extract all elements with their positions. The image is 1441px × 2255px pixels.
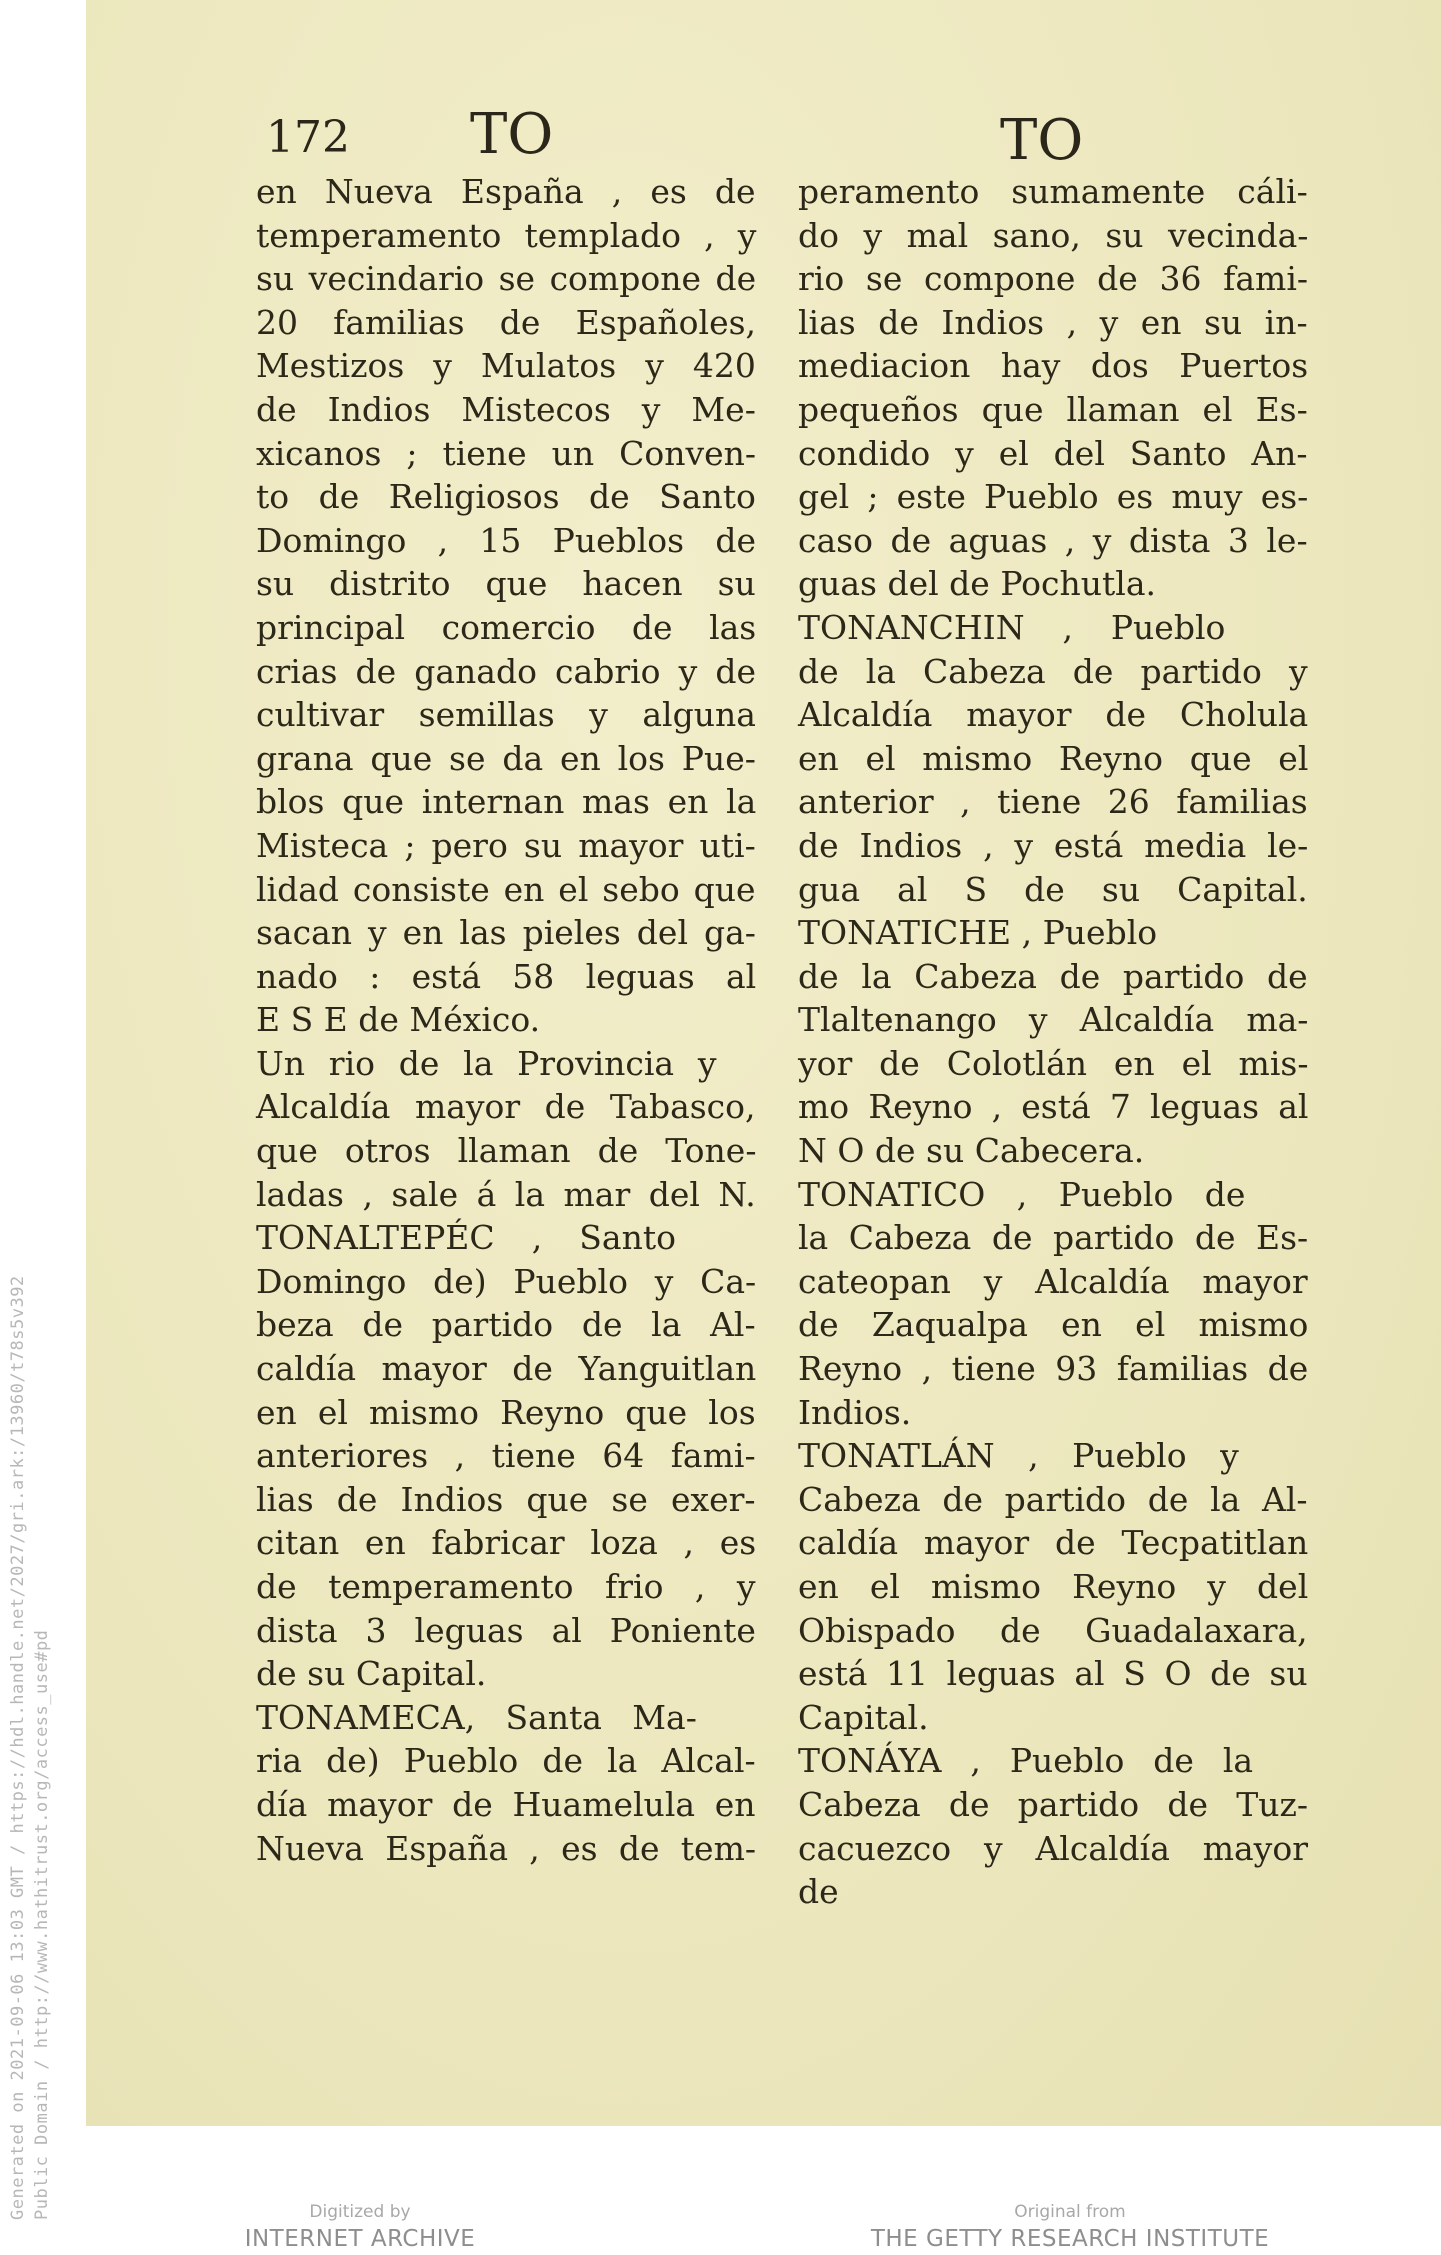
text-line: Cabeza de partido de Tuz- <box>798 1784 1309 1824</box>
text-line: pequeños que llaman el Es- <box>798 389 1308 429</box>
left-text-column <box>256 170 756 1870</box>
getty-institute-label: THE GETTY RESEARCH INSTITUTE <box>870 2226 1270 2252</box>
text-line: beza de partido de la Al- <box>256 1305 756 1345</box>
text-line: dista 3 leguas al Poniente <box>256 1610 756 1650</box>
text-line: N O de su Cabecera. <box>798 1131 1145 1171</box>
text-line: Nueva España , es de tem- <box>256 1828 757 1868</box>
text-line: en Nueva España , es de <box>256 172 756 211</box>
text-line: en el mismo Reyno que el <box>798 738 1309 778</box>
digitized-by-credit <box>230 2200 490 2254</box>
text-line: Mestizos y Mulatos y 420 <box>256 346 756 386</box>
text-line: nado : está 58 leguas al <box>256 956 757 996</box>
text-line: en el mismo Reyno y del <box>798 1567 1309 1606</box>
text-line: Domingo , 15 Pueblos de <box>256 520 756 560</box>
text-line: ladas , sale á la mar del N. <box>256 1174 756 1214</box>
text-line: de su Capital. <box>256 1654 487 1694</box>
text-line: TONAMECA, Santa Ma- <box>256 1697 697 1737</box>
text-line: anteriores , tiene 64 fami- <box>256 1436 756 1476</box>
text-line: yor de Colotlán en el mis- <box>798 1043 1309 1083</box>
text-line: Misteca ; pero su mayor uti- <box>256 825 756 865</box>
text-line: de Indios Mistecos y Me- <box>256 389 756 429</box>
text-line: mediacion hay dos Puertos <box>798 346 1309 386</box>
text-line: Un rio de la Provincia y <box>256 1043 717 1083</box>
text-line: caldía mayor de Tecpatitlan <box>798 1523 1309 1563</box>
text-line: sacan y en las pieles del ga- <box>256 913 756 953</box>
text-line: 20 familias de Españoles, <box>256 302 757 342</box>
original-from-credit <box>870 2200 1270 2254</box>
text-line: de Indios , y está media le- <box>798 825 1309 865</box>
text-line: que otros llaman de Tone- <box>256 1131 757 1171</box>
text-line: Indios. <box>798 1392 912 1432</box>
text-line: TONANCHIN , Pueblo <box>798 607 1226 647</box>
text-line: lias de Indios , y en su in- <box>798 302 1308 342</box>
text-line: de temperamento frio , y <box>256 1567 756 1606</box>
text-line: la Cabeza de partido de Es- <box>798 1218 1309 1258</box>
text-line: temperamento templado , y <box>256 215 757 255</box>
text-line: Tlaltenango y Alcaldía ma- <box>798 1000 1309 1040</box>
text-line: lidad consiste en el sebo que <box>256 869 756 909</box>
text-line: de Zaqualpa en el mismo <box>798 1305 1309 1345</box>
original-from-label: Original from <box>1014 2202 1126 2222</box>
text-line: Reyno , tiene 93 familias de <box>798 1349 1309 1389</box>
text-line: peramento sumamente cáli- <box>798 172 1308 211</box>
text-line: guas del de Pochutla. <box>798 564 1157 604</box>
text-line: Alcaldía mayor de Tabasco, <box>256 1087 756 1127</box>
text-line: está 11 leguas al S O de su <box>798 1654 1308 1694</box>
running-head-left: TO <box>470 102 554 167</box>
text-line: día mayor de Huamelula en <box>256 1784 756 1824</box>
running-head-right: TO <box>1000 108 1084 173</box>
text-line: de la Cabeza de partido y <box>798 651 1308 691</box>
text-line: E S E de México. <box>256 1000 541 1040</box>
access-stamp <box>6 1275 54 2220</box>
text-line: rio se compone de 36 fami- <box>798 259 1309 299</box>
text-line: TONATLÁN , Pueblo y <box>798 1436 1239 1476</box>
text-line: gua al S de su Capital. <box>798 869 1308 909</box>
text-line: grana que se da en los Pue- <box>256 738 756 778</box>
text-line: de <box>798 1872 839 1912</box>
text-line: su vecindario se compone de <box>256 259 757 299</box>
text-line: caso de aguas , y dista 3 le- <box>798 520 1308 560</box>
page-number: 172 <box>266 112 350 163</box>
text-line: cacuezco y Alcaldía mayor <box>798 1828 1308 1868</box>
text-line: TONÁYA , Pueblo de la <box>798 1741 1254 1781</box>
text-line: ria de) Pueblo de la Alcal- <box>256 1741 756 1781</box>
access-stamp-line-1: Generated on 2021-09-06 13:03 GMT / https://hdl.handle.net/2027/gri.ark:/13960/t78s5v392 <box>8 1275 28 2220</box>
text-line: blos que internan mas en la <box>256 782 757 822</box>
text-line: TONATICO , Pueblo de <box>798 1174 1246 1214</box>
text-line: su distrito que hacen su <box>256 564 756 604</box>
right-text-column <box>798 170 1308 1914</box>
text-line: Obispado de Guadalaxara, <box>798 1610 1308 1650</box>
text-line: mo Reyno , está 7 leguas al <box>798 1087 1309 1127</box>
text-line: principal comercio de las <box>256 607 757 647</box>
text-line: crias de ganado cabrio y de <box>256 651 757 691</box>
text-line: TONATICHE , Pueblo <box>798 913 1158 953</box>
text-line: Alcaldía mayor de Cholula <box>798 695 1309 735</box>
text-line: citan en fabricar loza , es <box>256 1523 757 1563</box>
text-line: gel ; este Pueblo es muy es- <box>798 477 1309 517</box>
text-line: de la Cabeza de partido de <box>798 956 1308 996</box>
text-line: Domingo de) Pueblo y Ca- <box>256 1261 757 1301</box>
internet-archive-label: INTERNET ARCHIVE <box>244 2226 476 2252</box>
text-line: to de Religiosos de Santo <box>256 477 756 517</box>
text-line: en el mismo Reyno que los <box>256 1392 756 1432</box>
text-line: xicanos ; tiene un Conven- <box>256 433 757 473</box>
digitized-by-label: Digitized by <box>309 2202 411 2222</box>
text-line: cultivar semillas y alguna <box>256 695 756 735</box>
text-line: anterior , tiene 26 familias <box>798 782 1308 822</box>
text-line: Cabeza de partido de la Al- <box>798 1479 1308 1519</box>
text-line: Capital. <box>798 1697 929 1737</box>
text-line: do y mal sano, su vecinda- <box>798 215 1309 255</box>
text-line: cateopan y Alcaldía mayor <box>798 1261 1308 1301</box>
text-line: TONALTEPÉC , Santo <box>256 1218 676 1258</box>
text-line: condido y el del Santo An- <box>798 433 1308 473</box>
access-stamp-line-2: Public Domain / http://www.hathitrust.org/access_use#pd <box>32 1629 52 2220</box>
text-line: caldía mayor de Yanguitlan <box>256 1349 757 1389</box>
text-line: lias de Indios que se exer- <box>256 1479 756 1519</box>
